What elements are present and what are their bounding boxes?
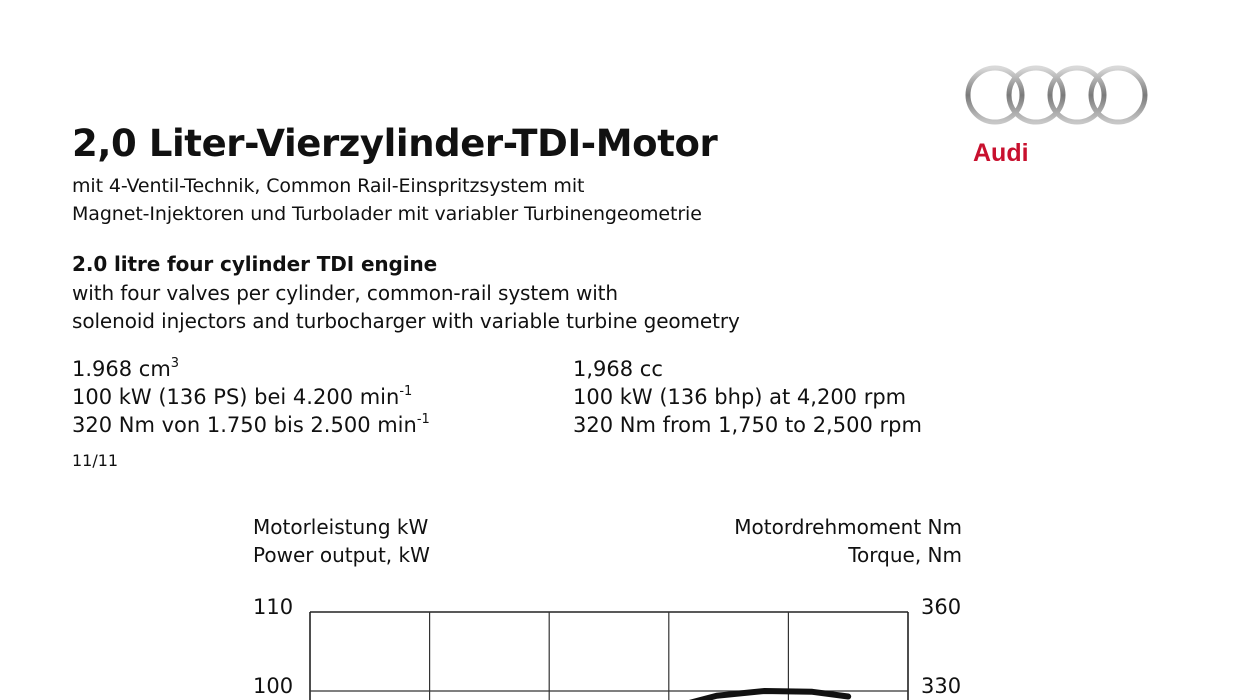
right-axis-title-de: Motordrehmoment Nm <box>734 515 962 539</box>
subtitle-de-line-2: Magnet-Injektoren und Turbolader mit variabler Turbinengeometrie <box>72 203 702 225</box>
subtitle-en-line-2: solenoid injectors and turbocharger with variable turbine geometry <box>72 309 740 333</box>
date-code: 11/11 <box>72 451 119 470</box>
audi-wordmark: Audi <box>973 139 1029 167</box>
spec-en-torque: 320 Nm from 1,750 to 2,500 rpm <box>573 413 922 437</box>
left-tick-label: 100 <box>253 674 294 698</box>
english-title: 2.0 litre four cylinder TDI engine <box>72 252 438 276</box>
spec-en-displacement: 1,968 cc <box>573 357 663 381</box>
power-curve-line <box>681 691 848 700</box>
right-tick-label: 330 <box>921 674 962 698</box>
left-tick-label: 110 <box>253 595 294 619</box>
subtitle-en-line-1: with four valves per cylinder, common-rail system with <box>72 281 618 305</box>
spec-en-power: 100 kW (136 bhp) at 4,200 rpm <box>573 385 907 409</box>
spec-de-power: 100 kW (136 PS) bei 4.200 $\min^{-1}$ <box>72 384 413 409</box>
right-axis-title-en: Torque, Nm <box>848 543 962 567</box>
spec-de-torque: 320 Nm von 1.750 bis 2.500 $\min^{-1}$ <box>72 412 430 437</box>
four-rings-icon <box>968 68 1145 122</box>
left-axis-title-en: Power output, kW <box>253 543 430 567</box>
left-axis-title-de: Motorleistung kW <box>253 515 429 539</box>
right-tick-label: 360 <box>921 595 962 619</box>
subtitle-de-line-1: mit 4-Ventil-Technik, Common Rail-Einspritzsystem mit <box>72 175 585 197</box>
page-title: 2,0 Liter-Vierzylinder-TDI-Motor <box>72 122 718 165</box>
audi-logo <box>960 58 1150 176</box>
power-torque-chart <box>300 600 920 700</box>
spec-de-displacement: 1.968 $cm^3$ <box>72 356 180 381</box>
